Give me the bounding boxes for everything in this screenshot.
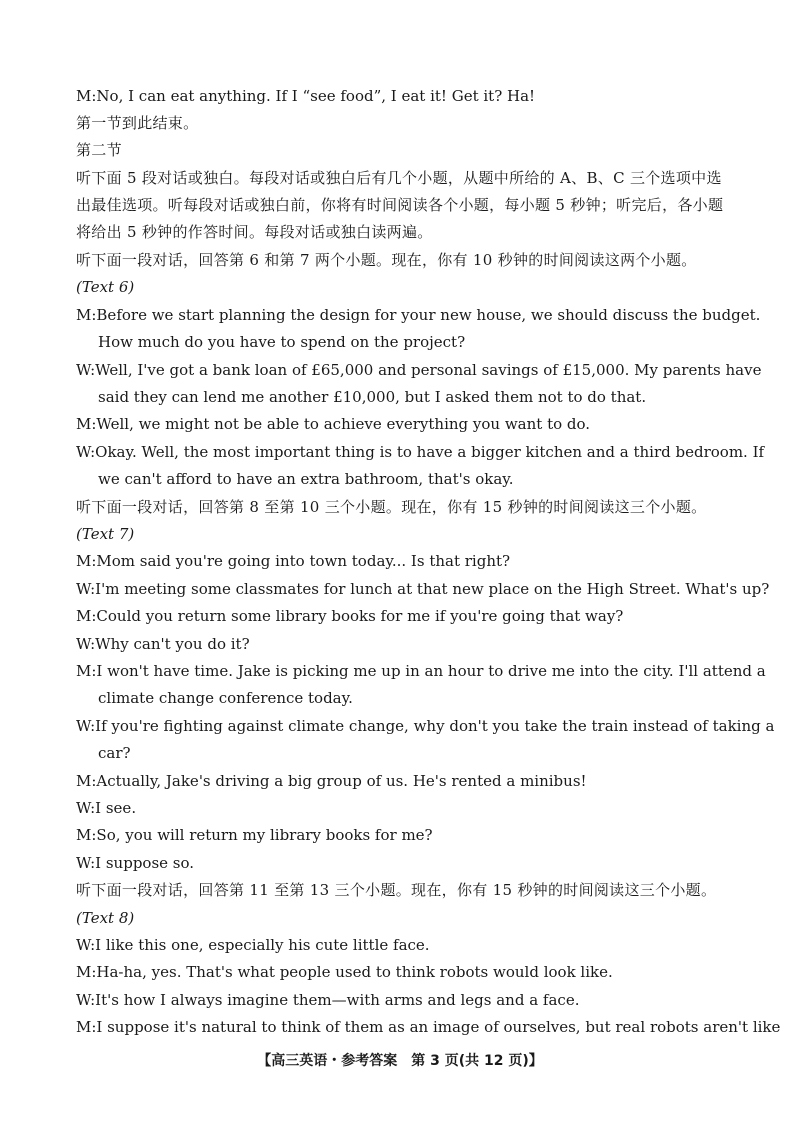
dialogue-line: M:I won't have time. Jake is picking me up in an hour to drive me into the city. I'll attend a	[76, 662, 766, 680]
dialogue-line: W:Okay. Well, the most important thing is to have a bigger kitchen and a third bedroom. If	[76, 443, 765, 461]
section-end-note: 第一节到此结束。	[76, 114, 199, 132]
dialogue-line: W:It's how I always imagine them—with arms and legs and a face.	[76, 991, 580, 1009]
dialogue-line: W:I'm meeting some classmates for lunch at that new place on the High Street. What's up?	[76, 580, 770, 598]
dialogue-line: M:So, you will return my library books for me?	[76, 826, 433, 844]
text-label: (Text 6)	[76, 278, 135, 296]
instruction-line: 听下面 5 段对话或独白。每段对话或独白后有几个小题，从题中所给的 A、B、C 三个选项中选	[76, 169, 722, 187]
text-label: (Text 7)	[76, 525, 135, 543]
dialogue-line: climate change conference today.	[98, 689, 353, 707]
dialogue-line: W:I see.	[76, 799, 137, 817]
dialogue-line: M:Actually, Jake's driving a big group of us. He's rented a minibus!	[76, 772, 587, 790]
dialogue-line: we can't afford to have an extra bathroom, that's okay.	[98, 470, 514, 488]
dialogue-line: M:I suppose it's natural to think of them as an image of ourselves, but real robots aren't like	[76, 1018, 781, 1036]
dialogue-line: How much do you have to spend on the project?	[98, 333, 466, 351]
dialogue-line: W:Why can't you do it?	[76, 635, 250, 653]
dialogue-line: W:Well, I've got a bank loan of £65,000 and personal savings of £15,000. My parents have	[76, 361, 762, 379]
dialogue-line: M:Ha-ha, yes. That's what people used to think robots would look like.	[76, 963, 613, 981]
instruction-line: 听下面一段对话，回答第 11 至第 13 三个小题。现在，你有 15 秒钟的时间阅读这三个小题。	[76, 881, 717, 899]
dialogue-line: M:Mom said you're going into town today... Is that right?	[76, 552, 511, 570]
section-heading: 第二节	[76, 141, 122, 159]
dialogue-line: car?	[98, 744, 131, 762]
page-footer: 【高三英语・参考答案 第 3 页(共 12 页)】	[257, 1053, 543, 1069]
dialogue-line: W:I suppose so.	[76, 854, 195, 872]
dialogue-line: M:Could you return some library books for me if you're going that way?	[76, 607, 624, 625]
dialogue-line: said they can lend me another £10,000, but I asked them not to do that.	[98, 388, 647, 406]
dialogue-line: M:Well, we might not be able to achieve everything you want to do.	[76, 415, 591, 433]
instruction-line: 将给出 5 秒钟的作答时间。每段对话或独白读两遍。	[76, 223, 433, 241]
text-label: (Text 8)	[76, 909, 135, 927]
dialogue-line: M:Before we start planning the design for your new house, we should discuss the budget.	[76, 306, 761, 324]
dialogue-line: M:No, I can eat anything. If I “see food”, I eat it! Get it? Ha!	[76, 87, 536, 105]
instruction-line: 听下面一段对话，回答第 8 至第 10 三个小题。现在，你有 15 秒钟的时间阅读这三个小题。	[76, 498, 707, 516]
dialogue-line: W:If you're fighting against climate change, why don't you take the train instead of taking a	[76, 717, 775, 735]
instruction-line: 出最佳选项。听每段对话或独白前，你将有时间阅读各个小题，每小题 5 秒钟；听完后，各小题	[76, 196, 724, 214]
dialogue-line: W:I like this one, especially his cute little face.	[76, 936, 430, 954]
instruction-line: 听下面一段对话，回答第 6 和第 7 两个小题。现在，你有 10 秒钟的时间阅读这两个小题。	[76, 251, 697, 269]
